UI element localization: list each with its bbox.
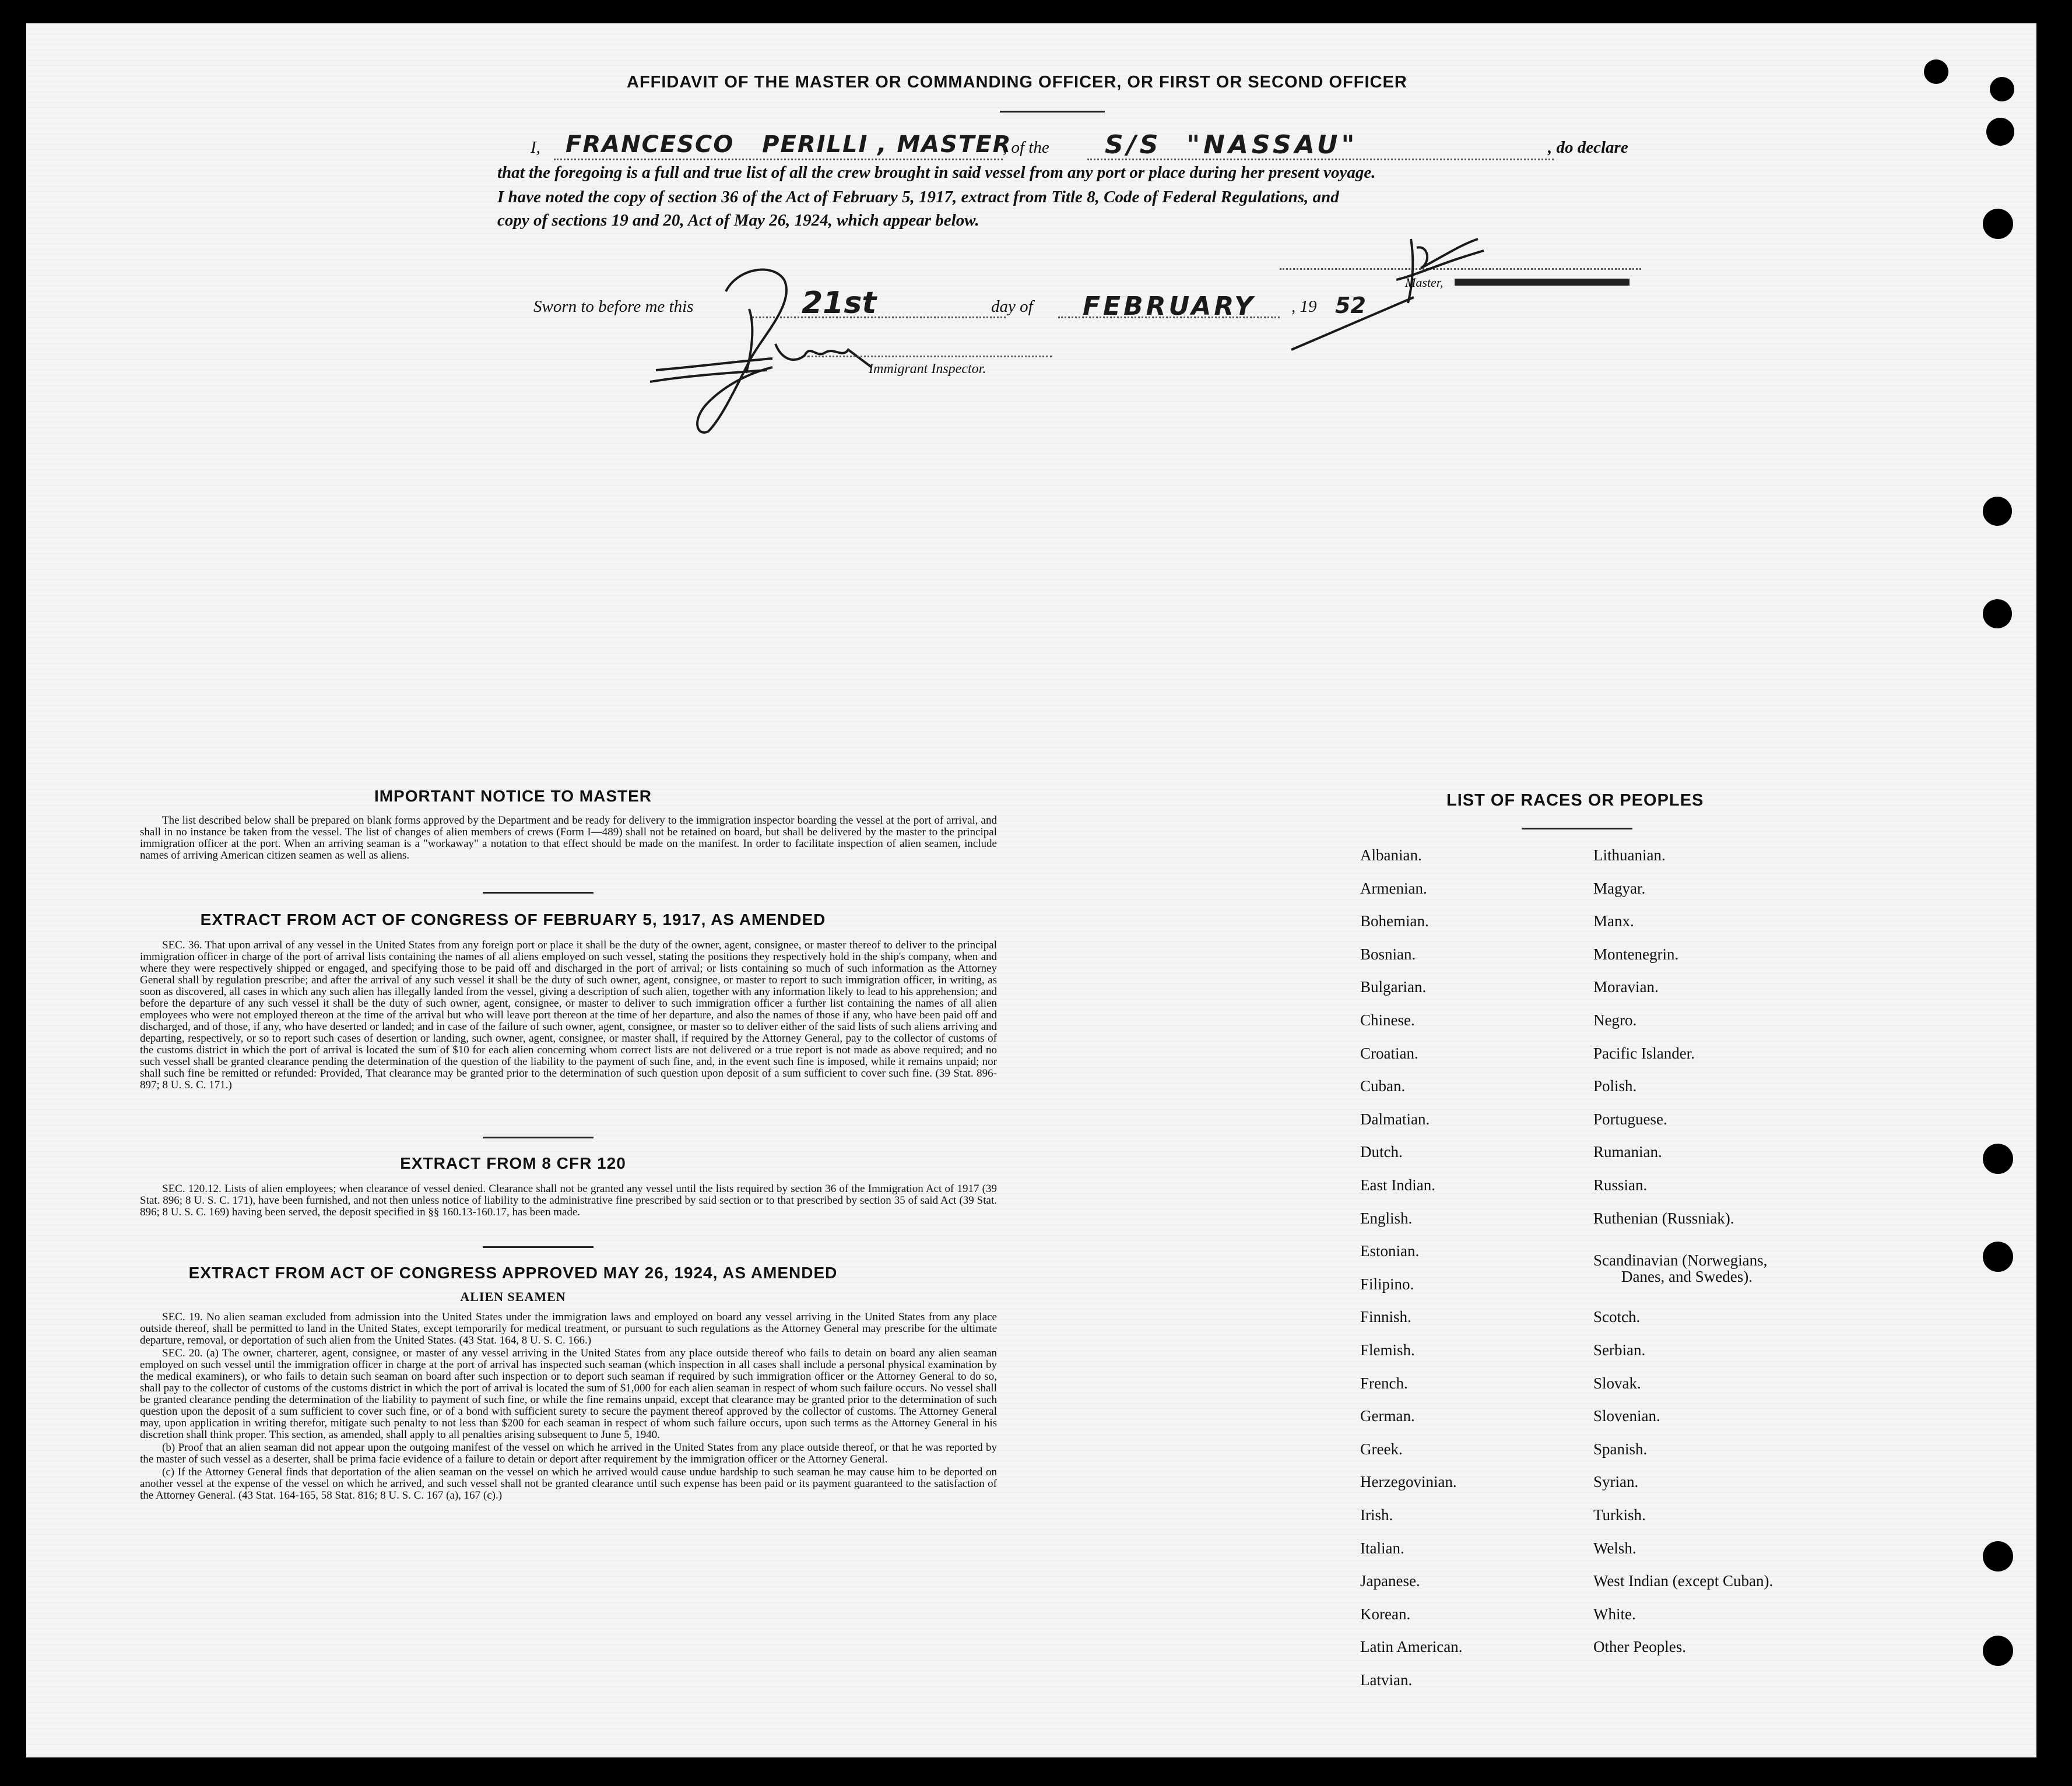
section-36-paragraph: SEC. 36. That upon arrival of any vessel in the United States from any foreign port or place it shall be the duty of the owner, agent, consignee, or master thereof to deliver to the principal immigration officer in charge of the port of arrival lists containing the names of all aliens employed on such vessel, stating the positions they respectively hold in the ship's company, when and where they were respectively shipped or engaged, and specifying those to be paid off and discharged in the port of arrival; or lists containing so much of such information as the Attorney General shall by regulation prescribe; and after the arrival of any such vessel it shall be the duty of such owner, agent, consignee, or master to report to such immigration officer, in writing, as soon as discovered, all cases in which any such alien has illegally landed from the vessel, giving a description of such alien, together with any information likely to lead to his apprehension; and before the departure of any such vessel it shall be the duty of such owner, agent, consignee, or master to deliver to such immigration officer a further list containing the names of all alien employees who were not employed thereon at the time of the arrival but who will leave port thereon at the time of her departure, and also the names of those if any, who have been paid off and discharged, and of those, if any, who have deserted or landed; and in case of the failure of such owner, agent, consignee, or master so to deliver either of the said lists of such aliens arriving and departing, respectively, or so to report such cases of desertion or landing, such owner, agent, consignee, or master shall, if required by the Attorney General, pay to the collector of customs of the customs district in which the port of arrival is located the sum of $10 for each alien concerning whom correct lists are not delivered or a true report is not made as above required; and no such vessel shall be granted clearance pending the determination of the question of the liability to the payment of such fine, and, in the event such fine is imposed, while it remains unpaid; nor shall such fine be remitted or refunded: Provided, That clearance may be granted prior to the determination of such question upon deposit of a sum sufficient to cover such fine. (39 Stat. 896-897; 8 U. S. C. 171.) [140,939,997,1091]
punch-hole [1983,1242,2013,1272]
race-item: Japanese. [1360,1572,1420,1590]
alien-seamen-subtitle: ALIEN SEAMEN [460,1289,566,1304]
master-name-handwritten: FRANCESCO PERILLI , MASTER [566,131,1012,158]
race-item: Dutch. [1360,1143,1403,1161]
race-item: Greek. [1360,1440,1403,1458]
race-item: Slovak. [1593,1374,1641,1392]
race-item: East Indian. [1360,1176,1435,1194]
of-the-text: , of the [1003,138,1049,157]
master-label: Master, [1405,275,1444,290]
race-item: Portuguese. [1593,1110,1667,1128]
extract-1917-title: EXTRACT FROM ACT OF CONGRESS OF FEBRUARY 5, 1917, AS AMENDED [200,910,826,929]
race-item: Moravian. [1593,978,1659,996]
races-rule [1522,828,1632,829]
race-item: Albanian. [1360,846,1422,864]
race-item: Latin American. [1360,1638,1463,1656]
race-item: Latvian. [1360,1671,1413,1689]
race-item: Danes, and Swedes). [1621,1268,1753,1286]
race-item: Magyar. [1593,879,1646,897]
race-item: Polish. [1593,1077,1637,1095]
race-item: Korean. [1360,1605,1411,1623]
extract-1924-body [140,1312,997,1503]
section-120-paragraph: SEC. 120.12. Lists of alien employees; when clearance of vessel denied. Clearance shall not be granted any vessel until the lists required by section 36 of the Immigration Act of 1917 (39 Stat. 896; 8 U. S. C. 171), have been furnished, and not then unless notice of liability to the administrative fine prescribed by said section or to that prescribed by section 35 of said Act (39 Stat. 896; 8 U. S. C. 169) having been served, the deposit specified in §§ 160.13-160.17, has been made. [140,1183,997,1218]
race-item: Negro. [1593,1011,1637,1029]
section-20c-paragraph: (c) If the Attorney General finds that deportation of the alien seaman on the vessel on which he arrived would cause undue hardship to such seaman he may cause him to be deported on another vessel at the expense of the vessel on which he arrived, and such vessel shall not be granted clearance until such expense has been paid or its payment guaranteed to the satisfaction of the Attorney General. (43 Stat. 164-165, 58 Stat. 816; 8 U. S. C. 167 (a), 167 (c).) [140,1466,997,1502]
extract-1924-title: EXTRACT FROM ACT OF CONGRESS APPROVED MAY 26, 1924, AS AMENDED [188,1264,838,1282]
inspector-line [807,356,1052,357]
extract-cfr-rule [483,1246,593,1248]
race-item: Flemish. [1360,1341,1415,1359]
race-item: Russian. [1593,1176,1648,1194]
race-item: English. [1360,1209,1413,1227]
race-item: French. [1360,1374,1408,1392]
notice-rule [483,892,593,894]
race-item: Bohemian. [1360,912,1429,930]
declaration-line-4: copy of sections 19 and 20, Act of May 26, 1924, which appear below. [497,211,979,230]
race-item: Serbian. [1593,1341,1646,1359]
race-item: Scandinavian (Norwegians, [1593,1251,1768,1270]
race-item: German. [1360,1407,1415,1425]
race-item: Syrian. [1593,1473,1639,1491]
strikethrough-mark [1455,279,1629,286]
declaration-line-2: that the foregoing is a full and true list of all the crew brought in said vessel from any port or place during her present voyage. [497,163,1376,182]
declaration-i: I, [531,138,540,157]
race-item: West Indian (except Cuban). [1593,1572,1774,1590]
race-item: Manx. [1593,912,1634,930]
punch-hole [1924,59,1948,84]
notice-body [140,815,997,863]
extract-1917-rule [483,1137,593,1138]
master-signature [1268,222,1501,356]
race-item: Estonian. [1360,1242,1420,1260]
punch-hole [1983,1541,2013,1571]
race-item: Bosnian. [1360,945,1416,963]
section-20a-paragraph: SEC. 20. (a) The owner, charterer, agent, consignee, or master of any vessel arriving in the United States from any place outside thereof who fails to detain on board any alien seaman employed on such vessel until the immigration officer in charge at the port of arrival has inspected such seaman (which inspection in all cases shall include a personal physical examination by the medical examiners), or who fails to detain such seaman on board after such inspection or to deport such seaman if required by such immigration officer or the Attorney General to do so, shall pay to the collector of customs of the customs district in which the port of arrival is located the sum of $1,000 for each alien seaman in respect of whom such failure occurs. No vessel shall be granted clearance pending the determination of the liability to payment of such fine, or while the fine remains unpaid, except that clearance may be granted prior to the determination of such question upon the deposit of a sum sufficient to cover such fine, or of a bond with sufficient surety to secure the payment thereof approved by the collector of customs. The Attorney General may, upon application in writing therefor, mitigate such penalty to not less than $200 for each seaman in respect of whom such failure occurs, upon such terms as the Attorney General in his discretion shall think proper. This section, as amended, shall apply to all penalties arising subsequent to June 5, 1940. [140,1347,997,1441]
notice-title: IMPORTANT NOTICE TO MASTER [374,787,652,805]
extract-cfr-body [140,1183,997,1219]
section-20b-paragraph: (b) Proof that an alien seaman did not appear upon the outgoing manifest of the vessel on which he arrived in the United States from any place outside thereof, or that he was reported by the master of such vessel as a deserter, shall be prima facie evidence of a failure to detain or deport after requirement by the immigration officer or the Attorney General. [140,1442,997,1465]
day-of-text: day of [991,297,1033,316]
race-item: Pacific Islander. [1593,1044,1695,1062]
race-item: Cuban. [1360,1077,1406,1095]
race-item: Filipino. [1360,1275,1414,1293]
document-page [26,23,2036,1757]
extract-1917-body [140,940,997,1092]
race-item: Bulgarian. [1360,978,1427,996]
title-rule [1000,111,1105,112]
race-item: Rumanian. [1593,1143,1662,1161]
inspector-label: Immigrant Inspector. [869,361,986,377]
race-item: Other Peoples. [1593,1638,1686,1656]
notice-paragraph: The list described below shall be prepared on blank forms approved by the Department and be ready for delivery to the immigration inspector boarding the vessel at the port of arrival, and shall in no instance be taken from the vessel. The list of changes of alien members of crews (Form I—489) shall not be retained on board, but shall be delivered by the master to the principal immigration officer at the port. When an arriving seaman is a "workaway" a notation to that effect should be made on the manifest. In order to facilitate inspection of alien seamen, include names of arriving American citizen seamen as well as aliens. [140,814,997,862]
race-item: Turkish. [1593,1506,1646,1524]
year-prefix: , 19 [1291,297,1317,316]
month-handwritten: FEBRUARY [1083,291,1256,321]
inspector-signature [633,256,901,443]
punch-hole [1983,209,2013,239]
do-declare-text: , do declare [1548,138,1628,157]
race-item: Slovenian. [1593,1407,1660,1425]
declaration-line-3: I have noted the copy of section 36 of the Act of February 5, 1917, extract from Title 8, Code of Federal Regulations, and [497,188,1339,206]
race-item: Ruthenian (Russniak). [1593,1209,1734,1227]
extract-cfr-title: EXTRACT FROM 8 CFR 120 [400,1154,626,1172]
punch-hole [1986,118,2014,146]
race-item: Chinese. [1360,1011,1415,1029]
year-handwritten: 52 [1335,293,1366,318]
vessel-name-handwritten: S/S "NASSAU" [1105,130,1358,160]
race-item: Spanish. [1593,1440,1648,1458]
name-line [554,159,1003,160]
race-item: Herzegovinian. [1360,1473,1457,1491]
race-item: Irish. [1360,1506,1393,1524]
race-item: Lithuanian. [1593,846,1666,864]
race-item: Dalmatian. [1360,1110,1430,1128]
punch-hole [1990,77,2014,101]
affidavit-title: AFFIDAVIT OF THE MASTER OR COMMANDING OFFICER, OR FIRST OR SECOND OFFICER [627,73,1407,92]
day-handwritten: 21st [802,286,877,321]
punch-hole [1983,599,2012,628]
race-item: Finnish. [1360,1308,1411,1326]
races-title: LIST OF RACES OR PEOPLES [1446,791,1704,810]
race-item: Montenegrin. [1593,945,1679,963]
punch-hole [1983,1144,2013,1174]
race-item: Welsh. [1593,1539,1636,1557]
race-item: Scotch. [1593,1308,1641,1326]
race-item: Italian. [1360,1539,1404,1557]
punch-hole [1983,1636,2013,1666]
race-item: Armenian. [1360,879,1427,897]
race-item: Croatian. [1360,1044,1418,1062]
punch-hole [1983,497,2012,526]
section-19-paragraph: SEC. 19. No alien seaman excluded from admission into the United States under the immigration laws and employed on board any vessel arriving in the United States from any place outside thereof, shall be permitted to land in the United States, except temporarily for medical treatment, or pursuant to such regulations as the Attorney General may prescribe for the ultimate departure, removal, or deportation of such alien from the United States. (43 Stat. 164, 8 U. S. C. 166.) [140,1311,997,1346]
race-item: White. [1593,1605,1636,1623]
sworn-text: Sworn to before me this [533,297,694,316]
